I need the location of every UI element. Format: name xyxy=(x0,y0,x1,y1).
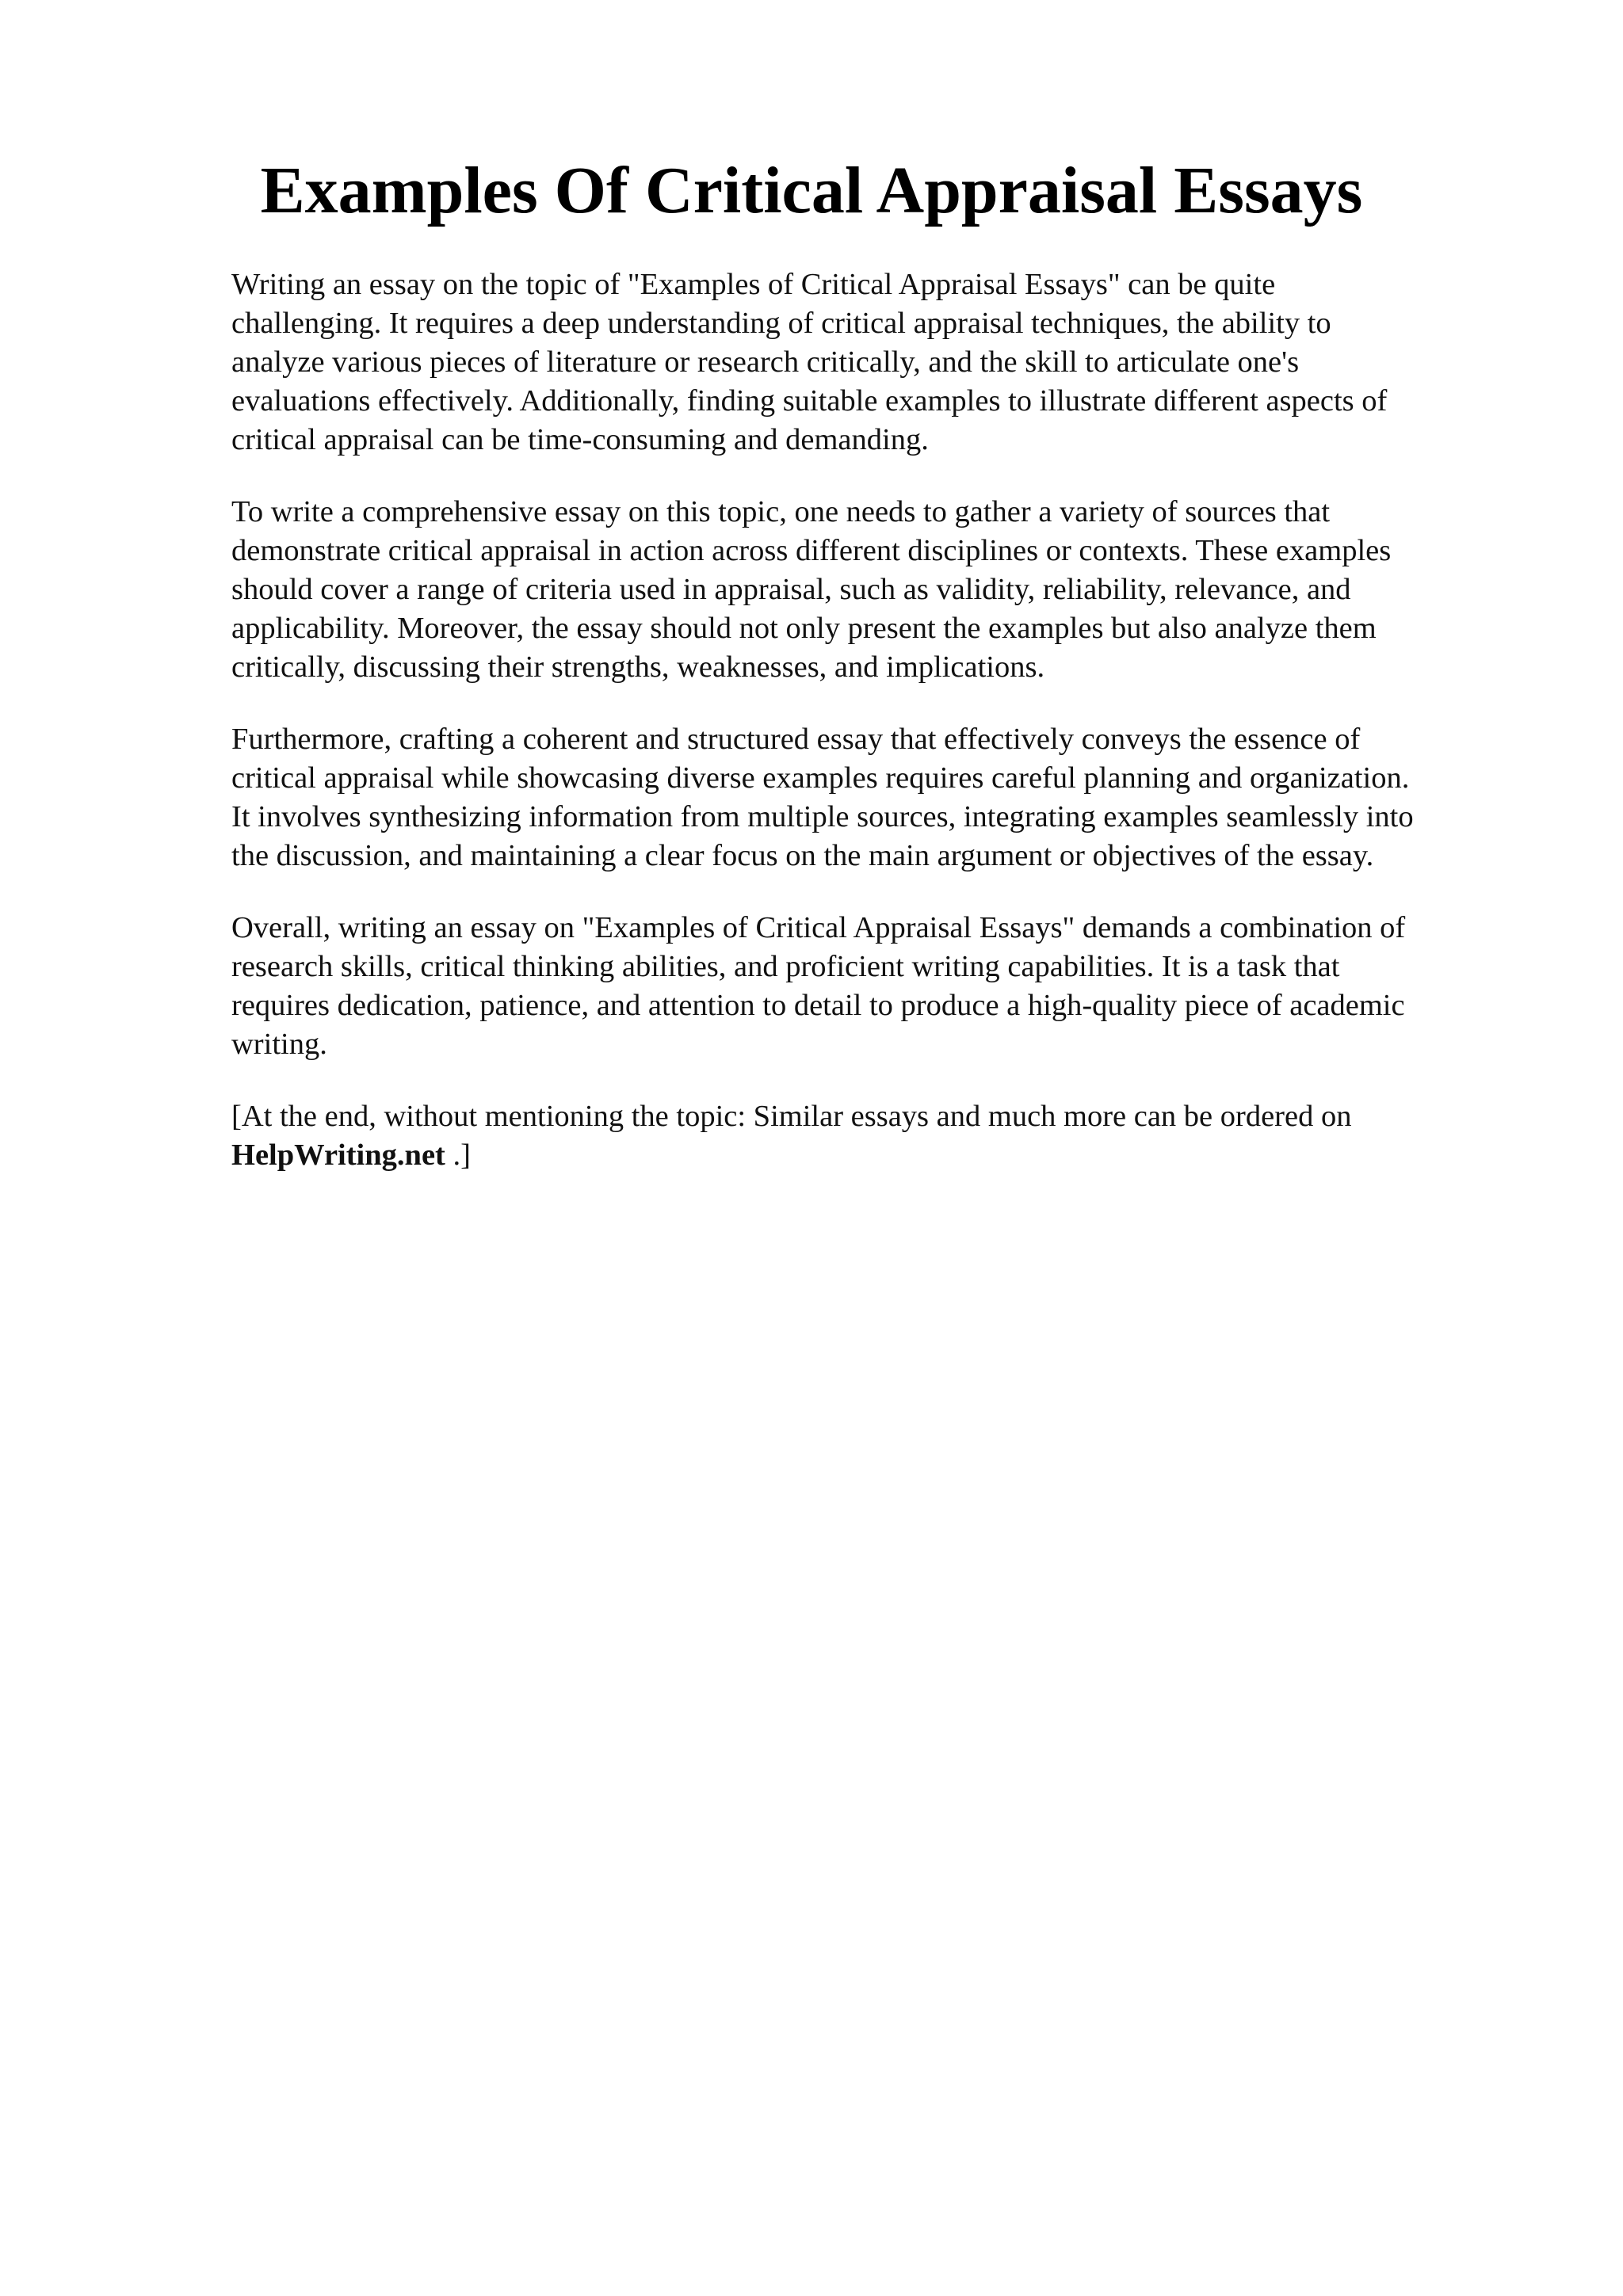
paragraph-1 xyxy=(231,265,1515,460)
paragraph-line: evaluations effectively. Additionally, finding suitable examples to illustrate different aspects of xyxy=(231,384,1388,418)
paragraph-line: critical appraisal can be time-consuming and demanding. xyxy=(231,423,929,456)
paragraph-line: It involves synthesizing information from multiple sources, integrating examples seamlessly into xyxy=(231,800,1414,833)
paragraph-line: Overall, writing an essay on "Examples of Critical Appraisal Essays" demands a combination of xyxy=(231,911,1406,944)
paragraph-line: Writing an essay on the topic of "Examples of Critical Appraisal Essays" can be quite xyxy=(231,268,1276,301)
paragraph-line: analyze various pieces of literature or research critically, and the skill to articulate one's xyxy=(231,345,1300,379)
page-title: Examples Of Critical Appraisal Essays xyxy=(260,154,1363,227)
closing-brand-line xyxy=(231,1136,1515,1175)
closing-paragraph xyxy=(231,1097,1515,1175)
paragraph-line: requires dedication, patience, and attention to detail to produce a high-quality piece of academic xyxy=(231,989,1405,1022)
paragraph-4 xyxy=(231,909,1515,1064)
paragraph-line: critically, discussing their strengths, weaknesses, and implications. xyxy=(231,650,1045,684)
paragraph-2 xyxy=(231,493,1515,687)
paragraph-line: demonstrate critical appraisal in action across different disciplines or contexts. These examples xyxy=(231,534,1392,567)
paragraph-line: should cover a range of criteria used in appraisal, such as validity, reliability, relevance, and xyxy=(231,573,1351,606)
paragraph-line: critical appraisal while showcasing diverse examples requires careful planning and organization. xyxy=(231,761,1410,795)
paragraph-line: writing. xyxy=(231,1028,327,1061)
paragraph-line: challenging. It requires a deep understanding of critical appraisal techniques, the ability to xyxy=(231,307,1331,340)
essay-body xyxy=(231,265,1515,1208)
brand-name: HelpWriting.net xyxy=(231,1138,445,1172)
paragraph-line: Furthermore, crafting a coherent and structured essay that effectively conveys the essence of xyxy=(231,723,1361,756)
closing-line: [At the end, without mentioning the topic: Similar essays and much more can be ordered on xyxy=(231,1100,1352,1133)
closing-suffix: .] xyxy=(445,1138,471,1172)
paragraph-line: applicability. Moreover, the essay should not only present the examples but also analyze them xyxy=(231,612,1377,645)
paragraph-line: To write a comprehensive essay on this topic, one needs to gather a variety of sources that xyxy=(231,495,1331,528)
paragraph-3 xyxy=(231,720,1515,875)
paragraph-line: the discussion, and maintaining a clear focus on the main argument or objectives of the essay. xyxy=(231,839,1374,872)
paragraph-line: research skills, critical thinking abilities, and proficient writing capabilities. It is a task that xyxy=(231,950,1340,983)
